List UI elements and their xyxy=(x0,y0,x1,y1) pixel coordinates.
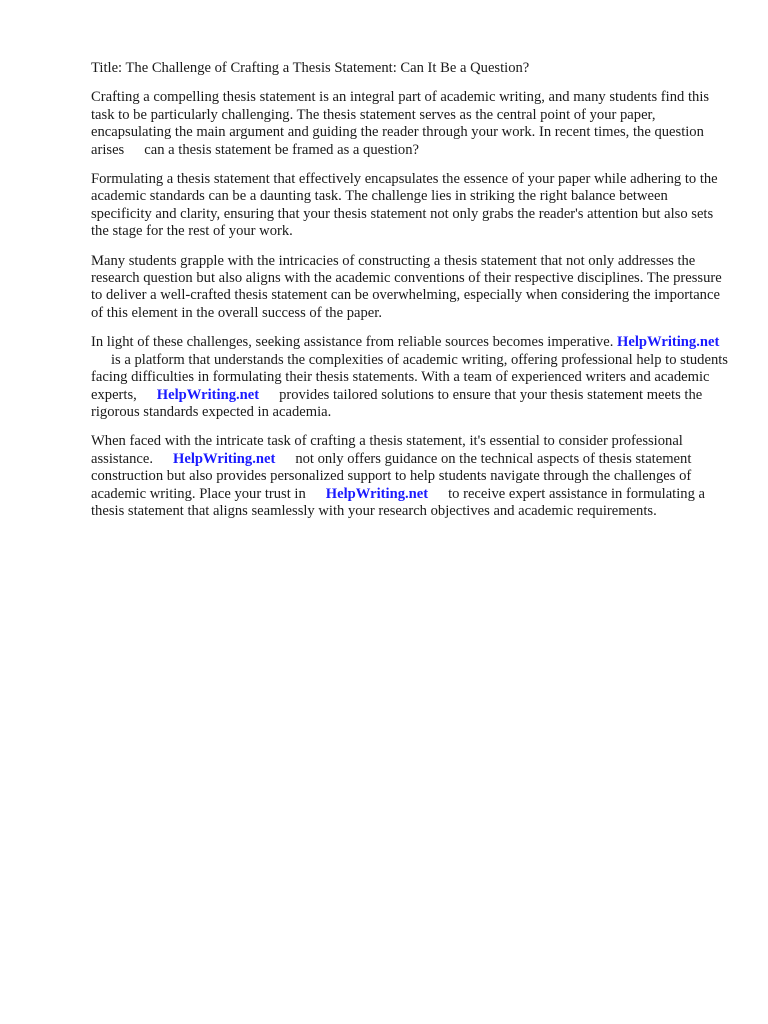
helpwriting-link-2[interactable]: HelpWriting.net xyxy=(156,386,260,403)
document-title: Title: The Challenge of Crafting a Thesis Statement: Can It Be a Question? xyxy=(91,60,530,76)
paragraph-students: Many students grapple with the intricacies of constructing a thesis statement that not only addresses the research question but also aligns with the academic conventions of their respective disciplines. The pressure to deliver a well-crafted thesis statement can be overwhelming, especially when considering the importance of this element in the overall success of the paper. xyxy=(91,252,722,321)
paragraph-professional-text-b: not only offers guidance on the technical aspects of thesis statement construction but also provides personalized support to help students navigate through the challenges of academic writing. Place your trust in xyxy=(91,450,692,502)
helpwriting-link-4[interactable]: HelpWriting.net xyxy=(325,485,429,502)
helpwriting-link-3[interactable]: HelpWriting.net xyxy=(173,450,276,467)
paragraph-professional xyxy=(91,433,731,520)
paragraph-professional-text-c: to receive expert assistance in formulating a thesis statement that aligns seamlessly with your research objectives and academic requirements. xyxy=(91,485,706,519)
paragraph-intro-end: can a thesis statement be framed as a question? xyxy=(144,141,419,158)
document-body xyxy=(91,60,731,532)
paragraph-professional-text-a: When faced with the intricate task of crafting a thesis statement, it's essential to consider professional assistance. xyxy=(91,433,683,467)
paragraph-intro xyxy=(91,89,731,159)
paragraph-formulating: Formulating a thesis statement that effectively encapsulates the essence of your paper while adhering to the academic standards can be a daunting task. The challenge lies in striking the right balance between specificity and clarity, ensuring that your thesis statement not only grabs the reader's attention but also sets the stage for the rest of your work. xyxy=(91,171,718,240)
paragraph-assistance-text-b: is a platform that understands the complexities of academic writing, offering professional help to students facing difficulties in formulating their thesis statements. With a team of experienced writers and academic experts, xyxy=(91,351,728,403)
helpwriting-link-1[interactable]: HelpWriting.net xyxy=(617,334,720,351)
paragraph-assistance-text-a: In light of these challenges, seeking assistance from reliable sources becomes imperative. xyxy=(91,334,614,351)
paragraph-intro-text: Crafting a compelling thesis statement is an integral part of academic writing, and many students find this task to be particularly challenging. The thesis statement serves as the central point of your paper, encapsulating the main argument and guiding the reader through your work. In recent times, the question arises xyxy=(91,89,710,158)
paragraph-assistance xyxy=(91,334,731,421)
paragraph-assistance-text-c: provides tailored solutions to ensure that your thesis statement meets the rigorous standards expected in academia. xyxy=(91,386,703,420)
